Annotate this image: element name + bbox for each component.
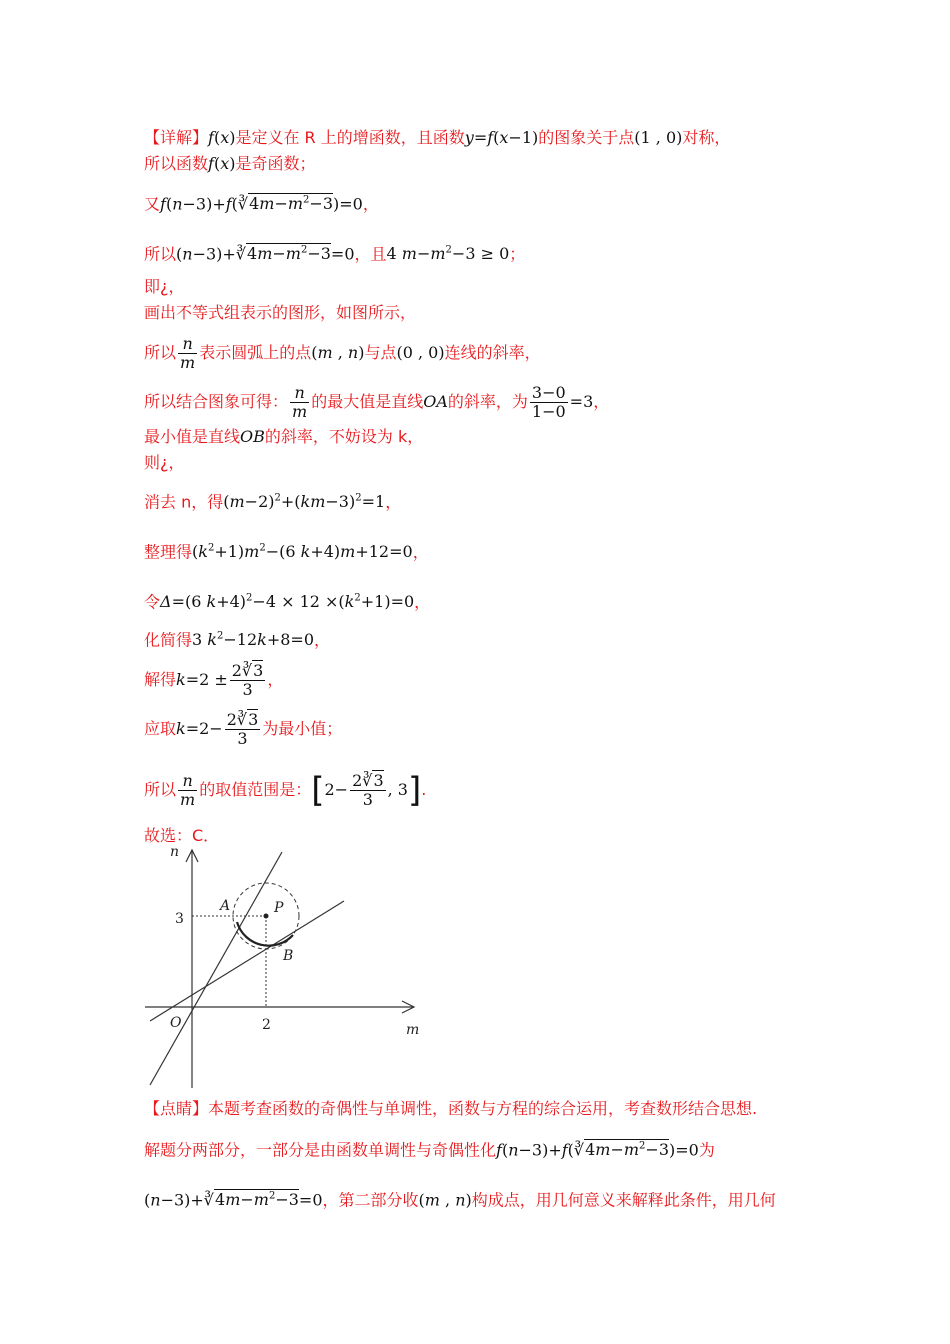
solution-line-14: 化简得3 $k^2-12k+8=0$， [144,630,331,650]
solution-line-1: 【详解】f(x)是定义在 R 上的增函数，且函数y=f(x−1)的图象关于点(1 , 0)对称， [144,128,731,147]
solution-line-15: 解得k=2 ± $\frac{2∛3}{3}$ ， [144,661,284,699]
solution-line-7: 所以 $\frac{n}{m}$ 表示圆弧上的点(m , n)与点(0 , 0)连线的斜率， [144,334,541,372]
solution-line-8: 所以结合图象可得： $\frac{n}{m}$ 的最大值是直线OA的斜率，为 $\frac{3-0}{1-0}$ =3， [144,383,610,421]
tick-2: 2 [262,1017,271,1033]
comment-line-2: 解题分两部分，一部分是由函数单调性与奇偶性化$f(n-3)+f(∛4m-m^2-3)=0$为 [144,1140,715,1160]
solution-line-12: 整理得$(k^2+1)m^2-(6$ k+4)m+12=0， [144,542,429,562]
solution-line-13: 令Δ=(6 $k+4)^2-4 \times 12 \times(k^2+1)=0$， [144,592,431,612]
comment-line-1: 【点睛】本题考查函数的奇偶性与单调性，函数与方程的综合运用，考查数形结合思想. [144,1099,758,1118]
solution-line-18: 故选：C． [144,826,220,845]
center-point [264,914,269,919]
point-p-label: P [274,900,284,916]
solution-line-11: 消去 n，得$(m-2)^2+(km-3)^2=1$， [144,492,402,512]
comment-line-3: $(n-3)+∛4m-m^2-3=0$，第二部分收(m , n)构成点，用几何意义来解释此条件，用几何 [144,1190,776,1210]
solution-line-16: 应取k=2− $\frac{2∛3}{3}$ 为最小值； [144,710,343,748]
point-a-label: A [220,898,231,914]
line-oa [150,852,282,1085]
geometry-figure [140,838,425,1093]
tick-3: 3 [175,911,184,927]
solution-line-5: 即¿， [144,277,185,296]
comment-tag: 【点睛】 [144,1099,209,1118]
solution-line-2: 所以函数f(x)是奇函数； [144,154,316,173]
m-axis-label: m [406,1022,420,1038]
solution-line-9: 最小值是直线OB的斜率，不妨设为 k， [144,427,424,446]
solution-line-6: 画出不等式组表示的图形，如图所示， [144,303,417,322]
n-axis-label: n [170,844,180,860]
solution-line-3: 又$f(n-3)+f(∛4m-m^2-3)=0$， [144,194,379,214]
origin-label: O [170,1015,182,1031]
solution-line-4: 所以$(n-3)+∛4m-m^2-3=0$，且4 $m-m^2-3 \ge 0$； [144,244,526,264]
solution-line-10: 则¿， [144,453,185,472]
point-b-label: B [283,948,294,964]
solution-line-17: 所以 $\frac{n}{m}$ 的取值范围是：[2− $\frac{2∛3}{3}$ , 3]. [144,770,427,811]
detail-tag: 【详解】 [144,128,209,147]
